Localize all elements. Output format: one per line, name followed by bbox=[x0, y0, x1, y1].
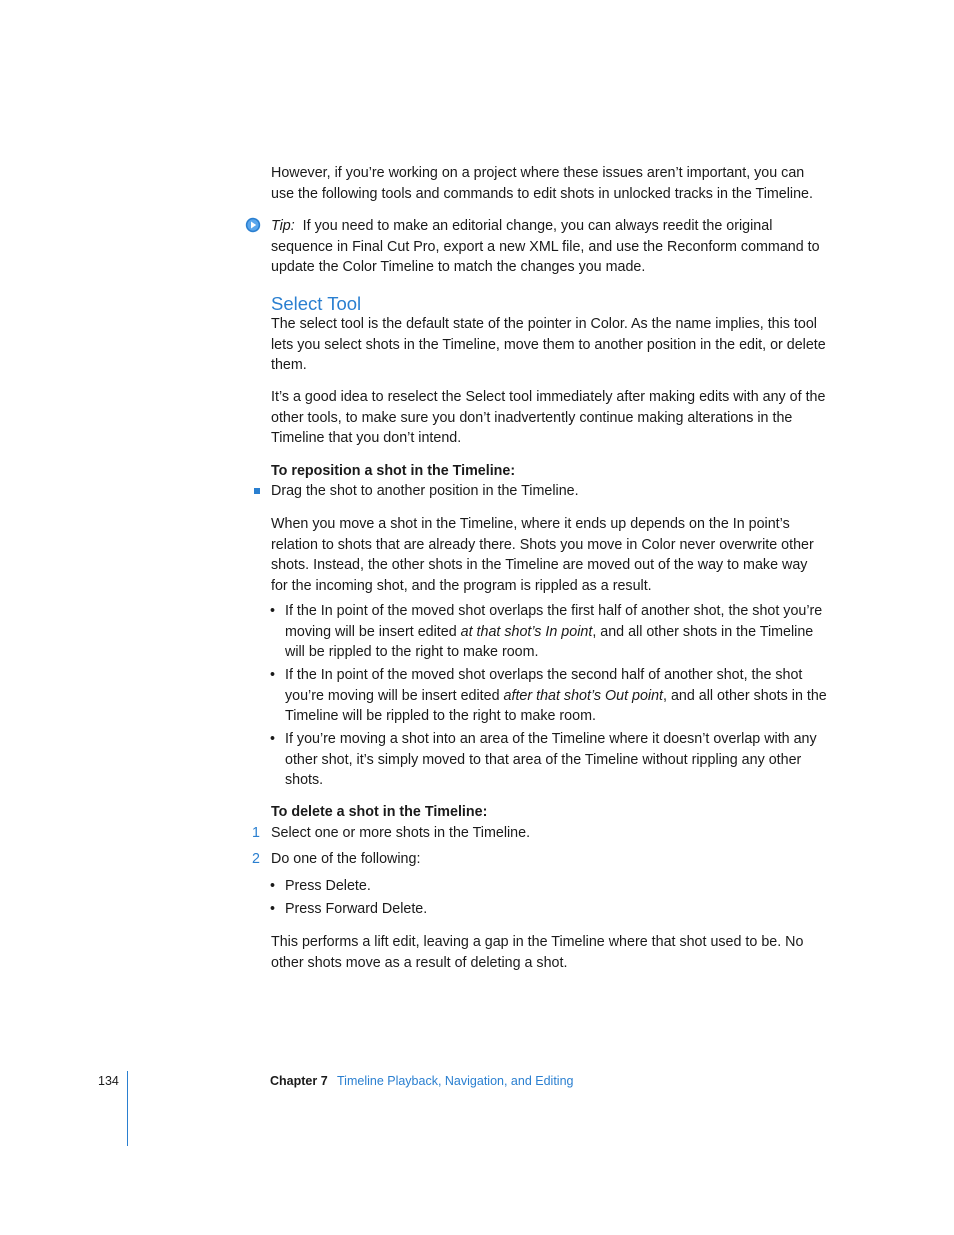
reposition-step: Drag the shot to another position in the Timeline. bbox=[271, 483, 579, 499]
section-heading: Select Tool bbox=[271, 293, 362, 314]
delete-step-1: Select one or more shots in the Timeline. bbox=[271, 825, 531, 841]
square-bullet-icon bbox=[254, 488, 260, 494]
tip-arrow-icon bbox=[245, 217, 261, 233]
step-number: 2 bbox=[252, 851, 260, 867]
delete-heading: To delete a shot in the Timeline: bbox=[271, 804, 488, 820]
bullet-dot-icon: • bbox=[270, 878, 276, 894]
bullet-dot-icon: • bbox=[270, 603, 276, 619]
reposition-bullet-3: If you’re moving a shot into an area of the Timeline where it doesn’t overlap with any other shot, it’s simply moved to that area of the Timeline without rippling any other shots. bbox=[285, 731, 817, 788]
section-paragraph-1: The select tool is the default state of the pointer in Color. As the name implies, this tool lets you select shots in the Timeline, move them to another position in the edit, or delete them. bbox=[271, 316, 826, 373]
bullet-dot-icon: • bbox=[270, 731, 276, 747]
intro-paragraph: However, if you’re working on a project where these issues aren’t important, you can use the following tools and commands to edit shots in unlocked tracks in the Timeline. bbox=[271, 165, 813, 202]
bullet-1-text-end: , and all other shots in the Timeline will be rippled to the right to make room. bbox=[285, 623, 814, 660]
bullet-1-text: If the In point of the moved shot overlaps the first half of another shot, the shot you’re moving will be insert edited bbox=[285, 603, 823, 640]
footer-divider bbox=[127, 1071, 128, 1146]
delete-result: This performs a lift edit, leaving a gap in the Timeline where that shot used to be. No other shots move as a result of deleting a shot. bbox=[271, 934, 804, 971]
chapter-title: Timeline Playback, Navigation, and Editing bbox=[337, 1074, 574, 1088]
reposition-explanation: When you move a shot in the Timeline, where it ends up depends on the In point’s relation to shots that are already there. Shots you move in Color never overwrite other shots. Instead, the other shots in the Timeline are moved out of the way to make way for the incoming shot, and the program is rippled as a result. bbox=[271, 516, 814, 594]
tip-label: Tip: bbox=[271, 218, 295, 234]
step-number: 1 bbox=[252, 825, 260, 841]
bullet-dot-icon: • bbox=[270, 667, 276, 683]
reposition-heading: To reposition a shot in the Timeline: bbox=[271, 463, 516, 479]
delete-option-2: Press Forward Delete. bbox=[285, 901, 428, 917]
bullet-dot-icon: • bbox=[270, 901, 276, 917]
delete-step-2: Do one of the following: bbox=[271, 851, 421, 867]
tip-paragraph bbox=[271, 216, 831, 278]
bullet-2-text: If the In point of the moved shot overlaps the second half of another shot, the shot you’re moving will be insert edited bbox=[285, 667, 803, 704]
page-number: 134 bbox=[98, 1074, 119, 1088]
tip-text: If you need to make an editorial change, you can always reedit the original sequence in Final Cut Pro, export a new XML file, and use the Reconform command to update the Color Timeline to match the changes you made. bbox=[271, 218, 820, 275]
bullet-2-italic: after that shot’s Out point bbox=[503, 687, 664, 704]
delete-option-1: Press Delete. bbox=[285, 878, 371, 894]
section-paragraph-2: It’s a good idea to reselect the Select tool immediately after making edits with any of the other tools, to make sure you don’t inadvertently continue making alterations in the Timeline that you don’t intend. bbox=[271, 389, 826, 446]
bullet-1-italic: at that shot’s In point bbox=[460, 623, 593, 640]
reposition-bullet-1 bbox=[285, 601, 835, 663]
bullet-2-text-end: , and all other shots in the Timeline will be rippled to the right to make room. bbox=[285, 687, 827, 724]
reposition-bullet-2 bbox=[285, 665, 835, 727]
chapter-label: Chapter 7 bbox=[270, 1074, 328, 1088]
